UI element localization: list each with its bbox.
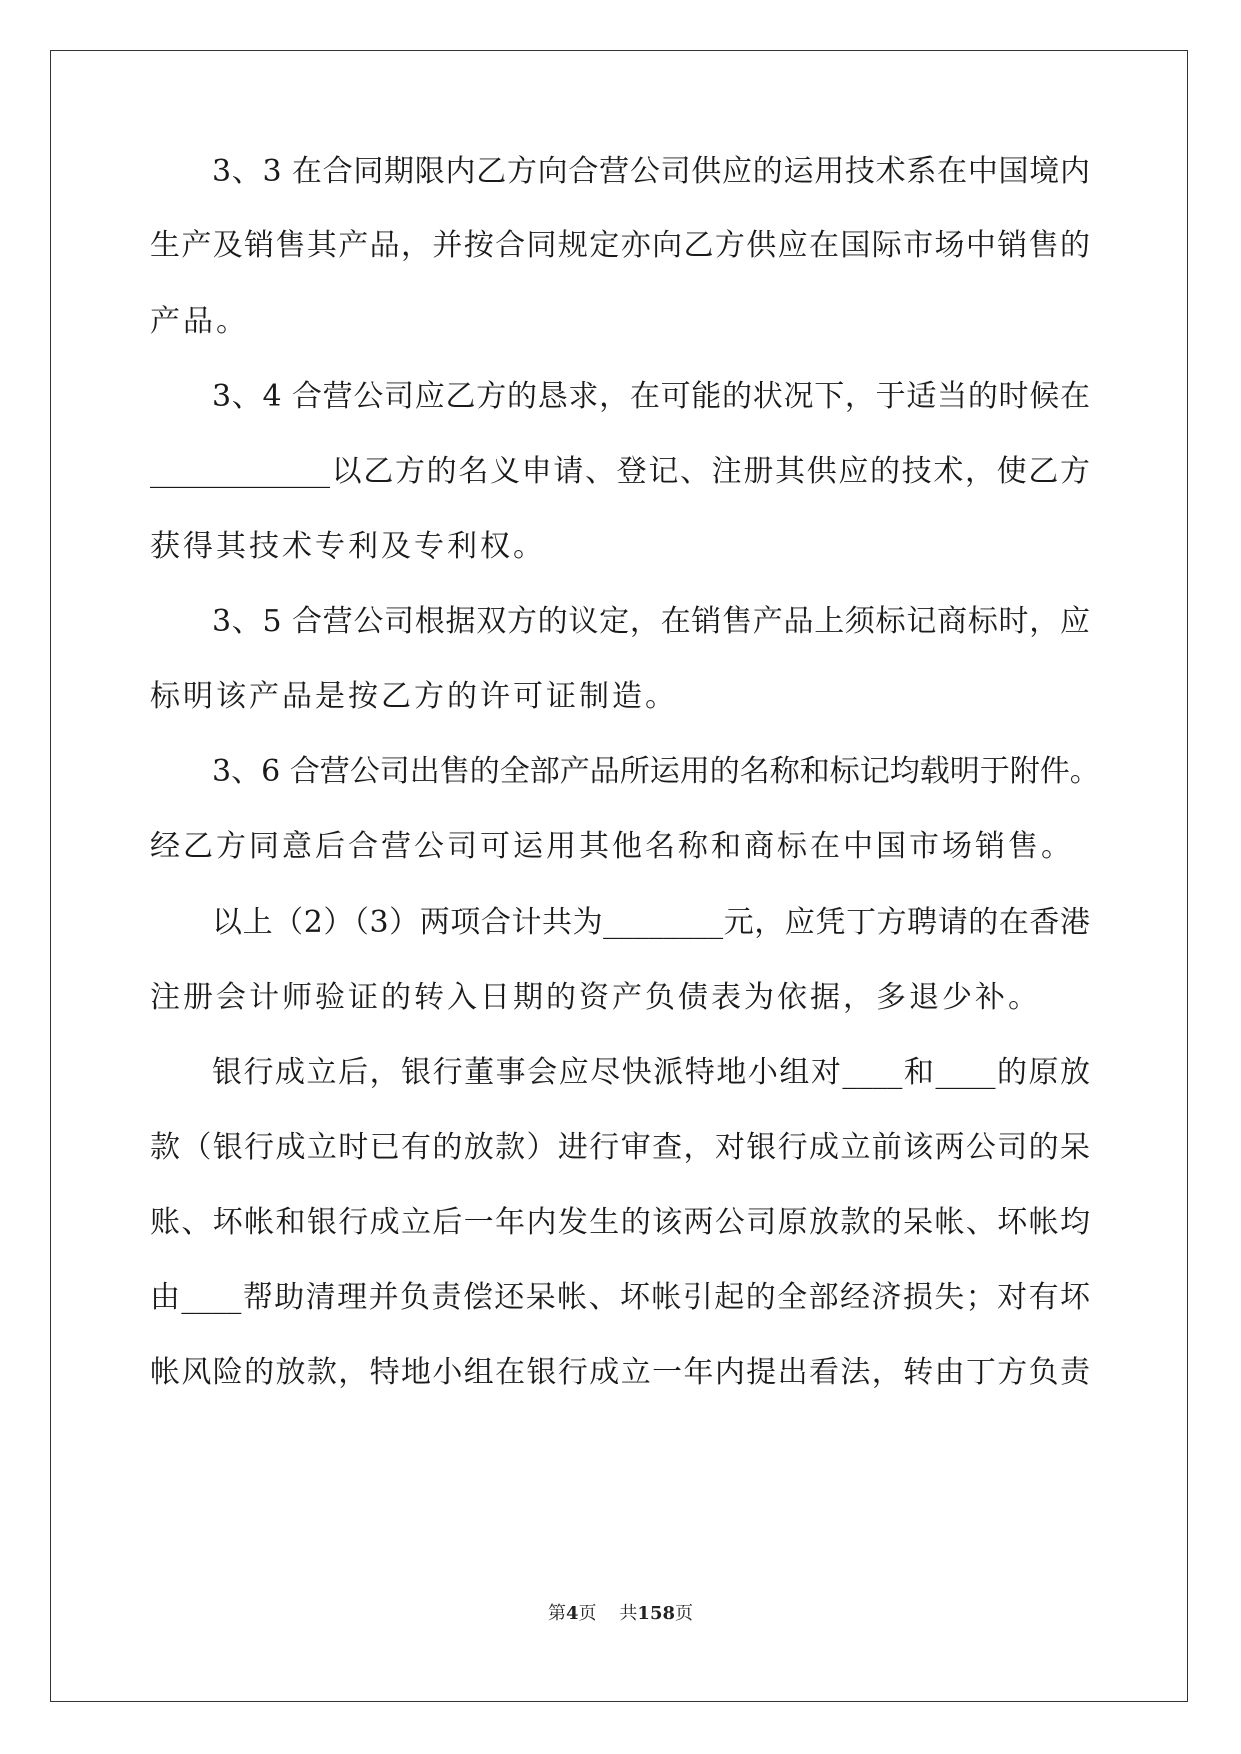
current-page-number: 4 — [566, 1603, 579, 1624]
footer-total-suffix: 页 — [675, 1603, 693, 1624]
paragraph-total-line-1: 以上（2）（3）两项合计共为________元，应凭丁方聘请的在香港 — [212, 905, 1090, 940]
paragraph-3-3-line-2: 生产及销售其产品，并按合同规定亦向乙方供应在国际市场中销售的 — [150, 228, 1090, 263]
footer-prefix: 第 — [548, 1603, 566, 1624]
page-footer — [0, 1602, 1241, 1626]
paragraph-3-3-line-1: 3、3 在合同期限内乙方向合营公司供应的运用技术系在中国境内 — [212, 154, 1090, 189]
paragraph-bank-line-5: 帐风险的放款，特地小组在银行成立一年内提出看法，转由丁方负责 — [150, 1355, 1090, 1390]
paragraph-3-4-line-3: 获得其技术专利及专利权。 — [150, 529, 546, 564]
paragraph-bank-line-3: 账、坏帐和银行成立后一年内发生的该两公司原放款的呆帐、坏帐均 — [150, 1205, 1090, 1240]
paragraph-3-4-line-1: 3、4 合营公司应乙方的恳求，在可能的状况下，于适当的时候在 — [212, 379, 1090, 414]
paragraph-total-line-2: 注册会计师验证的转入日期的资产负债表为依据，多退少补。 — [150, 980, 1041, 1015]
paragraph-3-6-line-1: 3、6 合营公司出售的全部产品所运用的名称和标记均载明于附件。 — [212, 754, 1100, 789]
footer-page-suffix: 页 — [578, 1603, 597, 1624]
paragraph-3-5-line-2: 标明该产品是按乙方的许可证制造。 — [150, 679, 678, 714]
paragraph-bank-line-4: 由____帮助清理并负责偿还呆帐、坏帐引起的全部经济损失；对有坏 — [150, 1280, 1090, 1315]
paragraph-bank-line-2: 款（银行成立时已有的放款）进行审查，对银行成立前该两公司的呆 — [150, 1130, 1090, 1165]
page-border — [50, 50, 1188, 1702]
paragraph-3-5-line-1: 3、5 合营公司根据双方的议定，在销售产品上须标记商标时，应 — [212, 604, 1090, 639]
paragraph-3-6-line-2: 经乙方同意后合营公司可运用其他名称和商标在中国市场销售。 — [150, 829, 1074, 864]
paragraph-3-3-line-3: 产品。 — [150, 304, 249, 339]
paragraph-3-4-line-2: ____________以乙方的名义申请、登记、注册其供应的技术，使乙方 — [150, 454, 1090, 489]
total-page-count: 158 — [637, 1603, 675, 1624]
paragraph-bank-line-1: 银行成立后，银行董事会应尽快派特地小组对____和____的原放 — [212, 1055, 1090, 1090]
footer-total-prefix: 共 — [619, 1603, 638, 1624]
